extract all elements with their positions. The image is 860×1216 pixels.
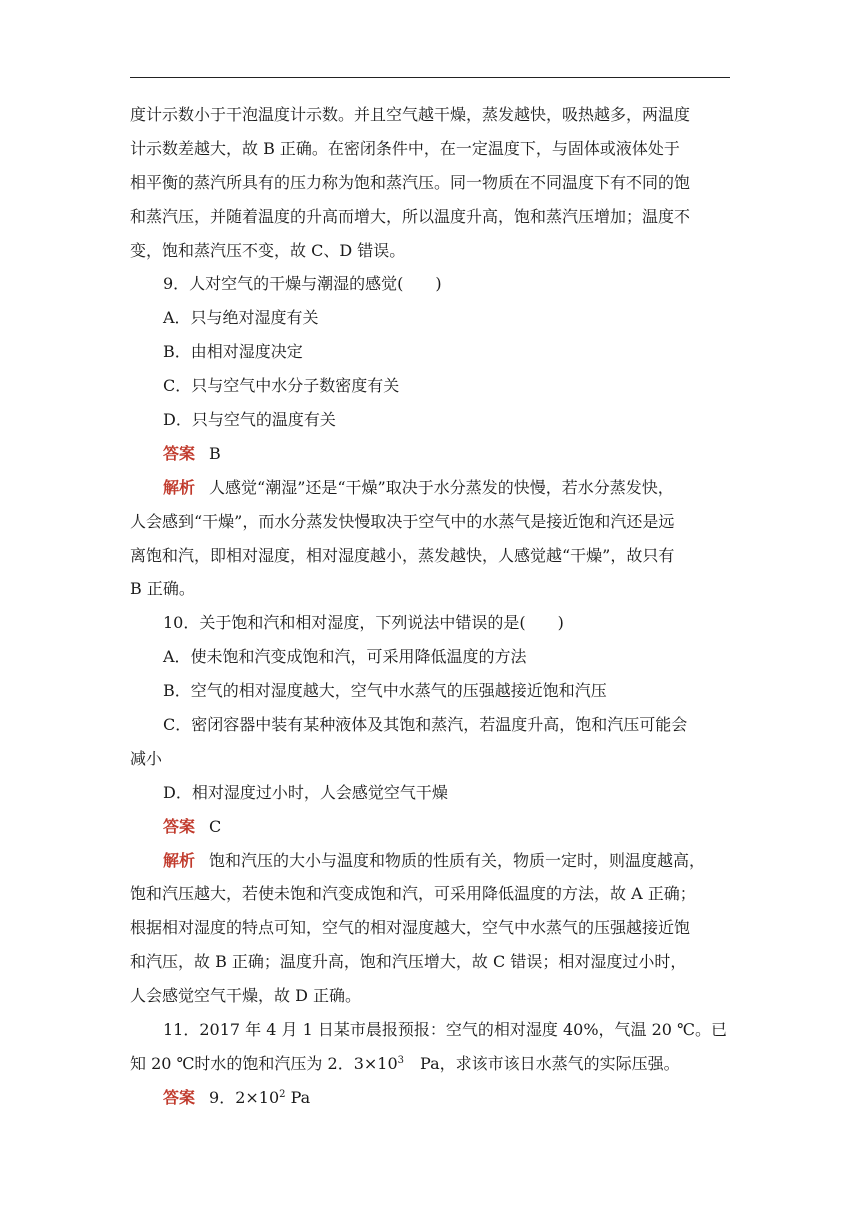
text-line xyxy=(130,166,730,200)
line-text: 度计示数小于干泡温度计示数。并且空气越干燥，蒸发越快，吸热越多，两温度 xyxy=(130,105,691,124)
text-line xyxy=(130,335,730,369)
text-line xyxy=(130,471,730,505)
text-line xyxy=(130,945,730,979)
line-text: 11．2017 年 4 月 1 日某市晨报预报：空气的相对湿度 40%，气温 20 ℃。已 xyxy=(163,1020,727,1040)
text-line xyxy=(130,437,730,471)
text-line xyxy=(130,1047,730,1081)
line-text: A．使未饱和汽变成饱和汽，可采用降低温度的方法 xyxy=(163,647,527,667)
line-text: 饱和汽压越大，若使未饱和汽变成饱和汽，可采用降低温度的方法，故 A 正确； xyxy=(130,884,696,904)
text-line xyxy=(130,606,730,640)
line-text: 相平衡的蒸汽所具有的压力称为饱和蒸汽压。同一物质在不同温度下有不同的饱 xyxy=(130,172,691,192)
line-text: C．只与空气中水分子数密度有关 xyxy=(163,376,400,396)
text-line xyxy=(130,132,730,166)
line-text: 和汽压，故 B 正确；温度升高，饱和汽压增大，故 C 错误；相对湿度过小时， xyxy=(130,952,687,972)
line-text: B xyxy=(209,443,221,463)
analysis-label: 解析 xyxy=(163,477,196,497)
line-text: 9．2×10 xyxy=(209,1087,280,1107)
line-text: 人感觉“潮湿”还是“干燥”取决于水分蒸发的快慢，若水分蒸发快， xyxy=(209,477,674,497)
text-line xyxy=(130,234,730,268)
line-text: B 正确。 xyxy=(130,579,195,599)
line-text: 饱和汽压的大小与温度和物质的性质有关，物质一定时，则温度越高， xyxy=(209,850,706,870)
line-text: 根据相对湿度的特点可知，空气的相对湿度越大，空气中水蒸气的压强越接近饱 xyxy=(130,918,691,938)
document-body xyxy=(130,98,730,1115)
text-line xyxy=(130,403,730,437)
text-line xyxy=(130,776,730,810)
text-line xyxy=(130,844,730,878)
answer-label: 答案 xyxy=(163,1087,196,1107)
text-line xyxy=(130,572,730,606)
line-text: D．只与空气的温度有关 xyxy=(163,410,336,430)
line-text: B．空气的相对湿度越大，空气中水蒸气的压强越接近饱和汽压 xyxy=(163,681,607,701)
line-text: B．由相对湿度决定 xyxy=(163,342,303,362)
text-line xyxy=(130,98,730,132)
line-text: C．密闭容器中装有某种液体及其饱和蒸汽，若温度升高，饱和汽压可能会 xyxy=(163,715,688,735)
line-text: 9．人对空气的干燥与潮湿的感觉( ) xyxy=(163,274,442,294)
line-text: 人会感觉空气干燥，故 D 正确。 xyxy=(130,986,362,1006)
answer-label: 答案 xyxy=(163,816,196,836)
line-text: 和蒸汽压，并随着温度的升高而增大，所以温度升高，饱和蒸汽压增加；温度不 xyxy=(130,206,691,226)
line-text: 知 20 ℃时水的饱和汽压为 2．3×10 xyxy=(130,1053,398,1073)
line-text-tail: Pa，求该市该日水蒸气的实际压强。 xyxy=(404,1053,680,1073)
text-line xyxy=(130,708,730,742)
text-line xyxy=(130,200,730,234)
text-line xyxy=(130,877,730,911)
line-text: 变，饱和蒸汽压不变，故 C、D 错误。 xyxy=(130,240,406,260)
answer-label: 答案 xyxy=(163,443,196,463)
line-text: 离饱和汽，即相对湿度，相对湿度越小，蒸发越快，人感觉越“干燥”，故只有 xyxy=(130,545,675,565)
text-line xyxy=(130,369,730,403)
text-line xyxy=(130,1013,730,1047)
text-line xyxy=(130,539,730,573)
text-line xyxy=(130,911,730,945)
text-line xyxy=(130,301,730,335)
line-text-tail: Pa xyxy=(285,1087,311,1107)
text-line xyxy=(130,810,730,844)
superscript-exponent: 3 xyxy=(397,1054,405,1066)
header-rule xyxy=(130,77,730,78)
superscript-exponent: 2 xyxy=(279,1088,286,1100)
text-line xyxy=(130,640,730,674)
text-line xyxy=(130,979,730,1013)
line-text: 减小 xyxy=(130,748,163,768)
line-text: 人会感到“干燥”，而水分蒸发快慢取决于空气中的水蒸气是接近饱和汽还是远 xyxy=(130,511,675,531)
line-text: C xyxy=(209,816,222,836)
text-line xyxy=(130,674,730,708)
line-text: D．相对湿度过小时，人会感觉空气干燥 xyxy=(163,782,448,802)
text-line xyxy=(130,505,730,539)
line-text: 计示数差越大，故 B 正确。在密闭条件中，在一定温度下，与固体或液体处于 xyxy=(130,138,680,158)
text-line xyxy=(130,742,730,776)
text-line xyxy=(130,267,730,301)
line-text: A．只与绝对湿度有关 xyxy=(163,308,319,328)
text-line xyxy=(130,1081,730,1115)
analysis-label: 解析 xyxy=(163,850,196,870)
line-text: 10．关于饱和汽和相对湿度，下列说法中错误的是( ) xyxy=(163,613,564,633)
